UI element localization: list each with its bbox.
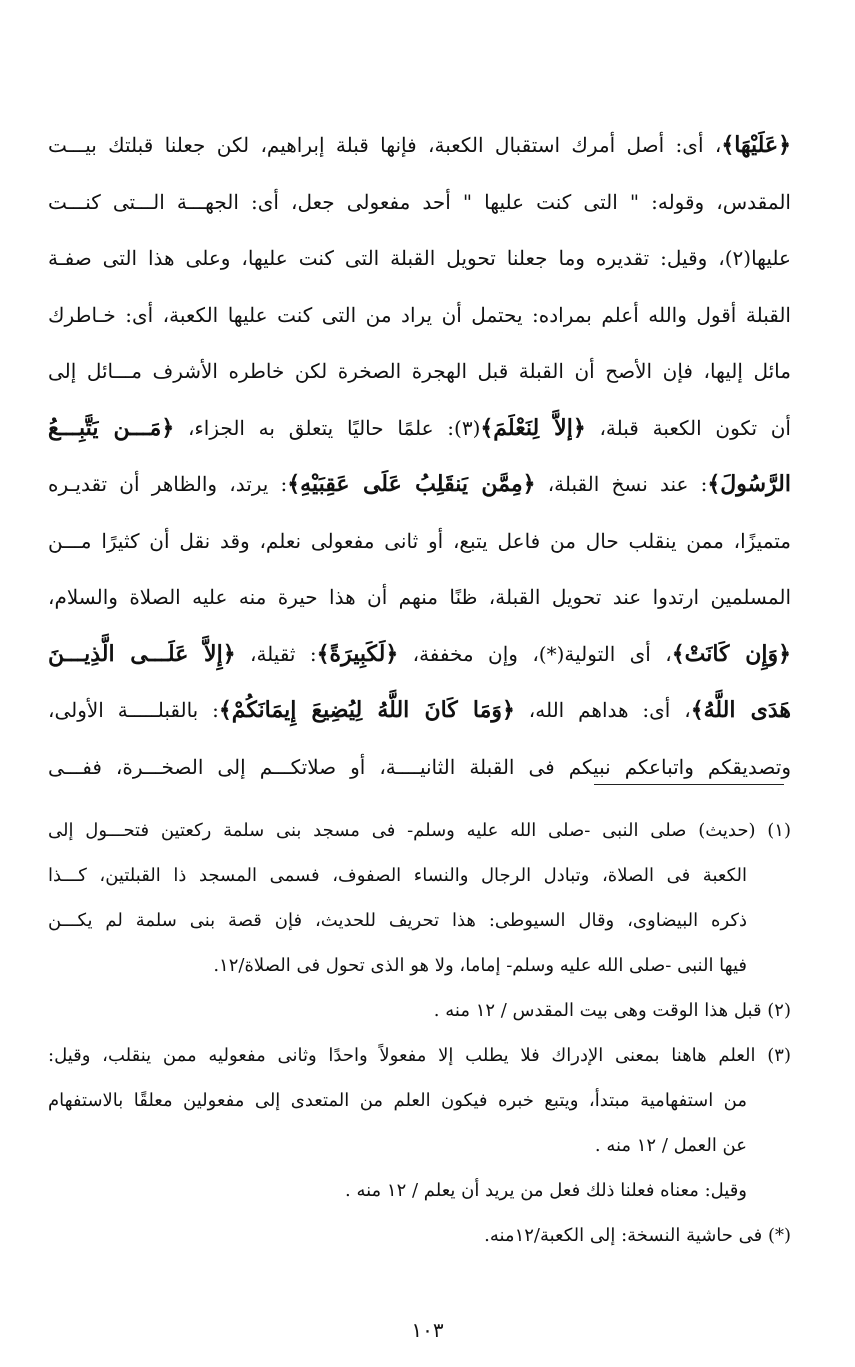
- quran-quote: ﴿مَـــن يَتَّبِـــعُ: [48, 414, 175, 441]
- text-line: [48, 405, 791, 462]
- text-span: : يرتد، والظاهر أن تقديـره: [48, 472, 288, 496]
- main-text: [48, 122, 791, 800]
- footnote-line: ذكره البيضاوى، وقال السيوطى: هذا تحريف للحديث، فإن قصة بنى سلمة لم يكـــن: [48, 910, 747, 931]
- text-span: القبلة أقول والله أعلم بمراده: يحتمل أن يراد من التى كنت عليها الكعبة، أى: خـاطرك: [48, 302, 791, 327]
- text-line: [48, 631, 791, 688]
- text-line: [48, 687, 791, 744]
- footnotes: [48, 808, 791, 1258]
- text-span: : بالقبلـــــة الأولى،: [48, 698, 219, 722]
- footnote-line: (٣) العلم هاهنا بمعنى الإدراك فلا يطلب إلا مفعولاً واحدًا وثانى مفعوليه ممن ينقلب، وقيل:: [48, 1045, 791, 1066]
- text-line: [48, 461, 791, 518]
- quran-quote: هَدَى اللَّهُ﴾: [690, 697, 791, 723]
- text-span: متميزًا، ممن ينقلب حال من فاعل يتبع، أو ثانى مفعولى نعلم، وقد نقل أن كثيرًا مـــن: [48, 528, 791, 553]
- quran-quote: ﴿عَلَيْهَا﴾: [721, 132, 791, 158]
- text-line: [48, 235, 791, 292]
- text-line: [48, 292, 791, 349]
- footnote-line: (*) فى حاشية النسخة: إلى الكعبة/١٢منه.: [484, 1225, 791, 1246]
- footnote-line: (٢) قبل هذا الوقت وهى بيت المقدس / ١٢ منه .: [433, 1000, 791, 1021]
- text-line: [48, 518, 791, 575]
- quran-quote: ﴿إِلاَّ عَلَـــى الَّذِيـــنَ: [48, 640, 236, 667]
- text-span: وتصديقكم واتباعكم نبيكم فى القبلة الثانيــــة، أو صلاتكـــم إلى الصخـــرة، ففـــى: [48, 754, 791, 779]
- text-line: [48, 179, 791, 236]
- text-span: عليها(٢)، وقيل: تقديره وما جعلنا تحويل القبلة التى كنت عليها، وعلى هذا التى صفـة: [48, 246, 791, 270]
- quran-quote: الرَّسُولَ﴾: [707, 471, 791, 497]
- text-span: المقدس، وقوله: " التى كنت عليها " أحد مفعولى جعل، أى: الجهـــة الـــتى كنـــت: [48, 189, 791, 214]
- text-span: : ثقيلة،: [235, 641, 317, 666]
- text-span: مائل إليها، فإن الأصح أن القبلة قبل الهجرة الصخرة لكن خاطره الأشرف مـــائل إلى: [48, 359, 791, 383]
- footnote-line: فيها النبى -صلى الله عليه وسلم- إماما، ولا هو الذى تحول فى الصلاة/١٢.: [213, 955, 747, 976]
- text-span: ، أى: هداهم الله،: [514, 698, 691, 722]
- footnote-line: (١) (حديث) صلى النبى -صلى الله عليه وسلم- فى مسجد بنى سلمة ركعتين فتحـــول إلى: [48, 820, 791, 841]
- text-span: أن تكون الكعبة قبلة،: [585, 415, 791, 440]
- page-number: ١٠٣: [411, 1318, 444, 1342]
- quran-quote: ﴿مِمَّن يَنقَلِبُ عَلَى عَقِبَيْهِ﴾: [287, 471, 536, 497]
- footnote-line: عن العمل / ١٢ منه .: [594, 1135, 747, 1156]
- text-span: ، أى: أصل أمرك استقبال الكعبة، فإنها قبلة إبراهيم، لكن جعلنا قبلتك بيـــت: [48, 133, 722, 157]
- footnote-line: من استفهامية مبتدأ، ويتبع خبره فيكون العلم من المتعدى إلى مفعولين معلقًا بالاستفهام: [48, 1090, 747, 1111]
- text-line: [48, 348, 791, 405]
- text-line: [48, 122, 791, 179]
- text-span: : عند نسخ القبلة،: [535, 472, 708, 496]
- footnote-line: وقيل: معناه فعلنا ذلك فعل من يريد أن يعلم / ١٢ منه .: [345, 1180, 747, 1201]
- text-span: (٣): علمًا حاليًا يتعلق به الجزاء،: [174, 415, 481, 440]
- quran-quote: ﴿وَمَا كَانَ اللَّهُ لِيُضِيعَ إِيمَانَكُمْ﴾: [218, 697, 515, 723]
- text-line: [48, 744, 791, 801]
- footnote-divider: [594, 784, 784, 785]
- quran-quote: ﴿لَكَبِيرَةً﴾: [316, 640, 399, 667]
- footnote-line: الكعبة فى الصلاة، وتبادل الرجال والنساء الصفوف، فسمى المسجد ذا القبلتين، كـــذا: [48, 865, 747, 886]
- quran-quote: ﴿إلاَّ لِنَعْلَمَ﴾: [480, 414, 586, 441]
- text-line: [48, 574, 791, 631]
- quran-quote: ﴿وَإِن كَانَتْ﴾: [671, 640, 791, 667]
- text-span: ، أى التولية(*)، وإن مخففة،: [398, 641, 672, 666]
- text-span: المسلمين ارتدوا عند تحويل القبلة، ظنًا منهم أن هذا حيرة منه عليه الصلاة والسلام،: [48, 585, 791, 609]
